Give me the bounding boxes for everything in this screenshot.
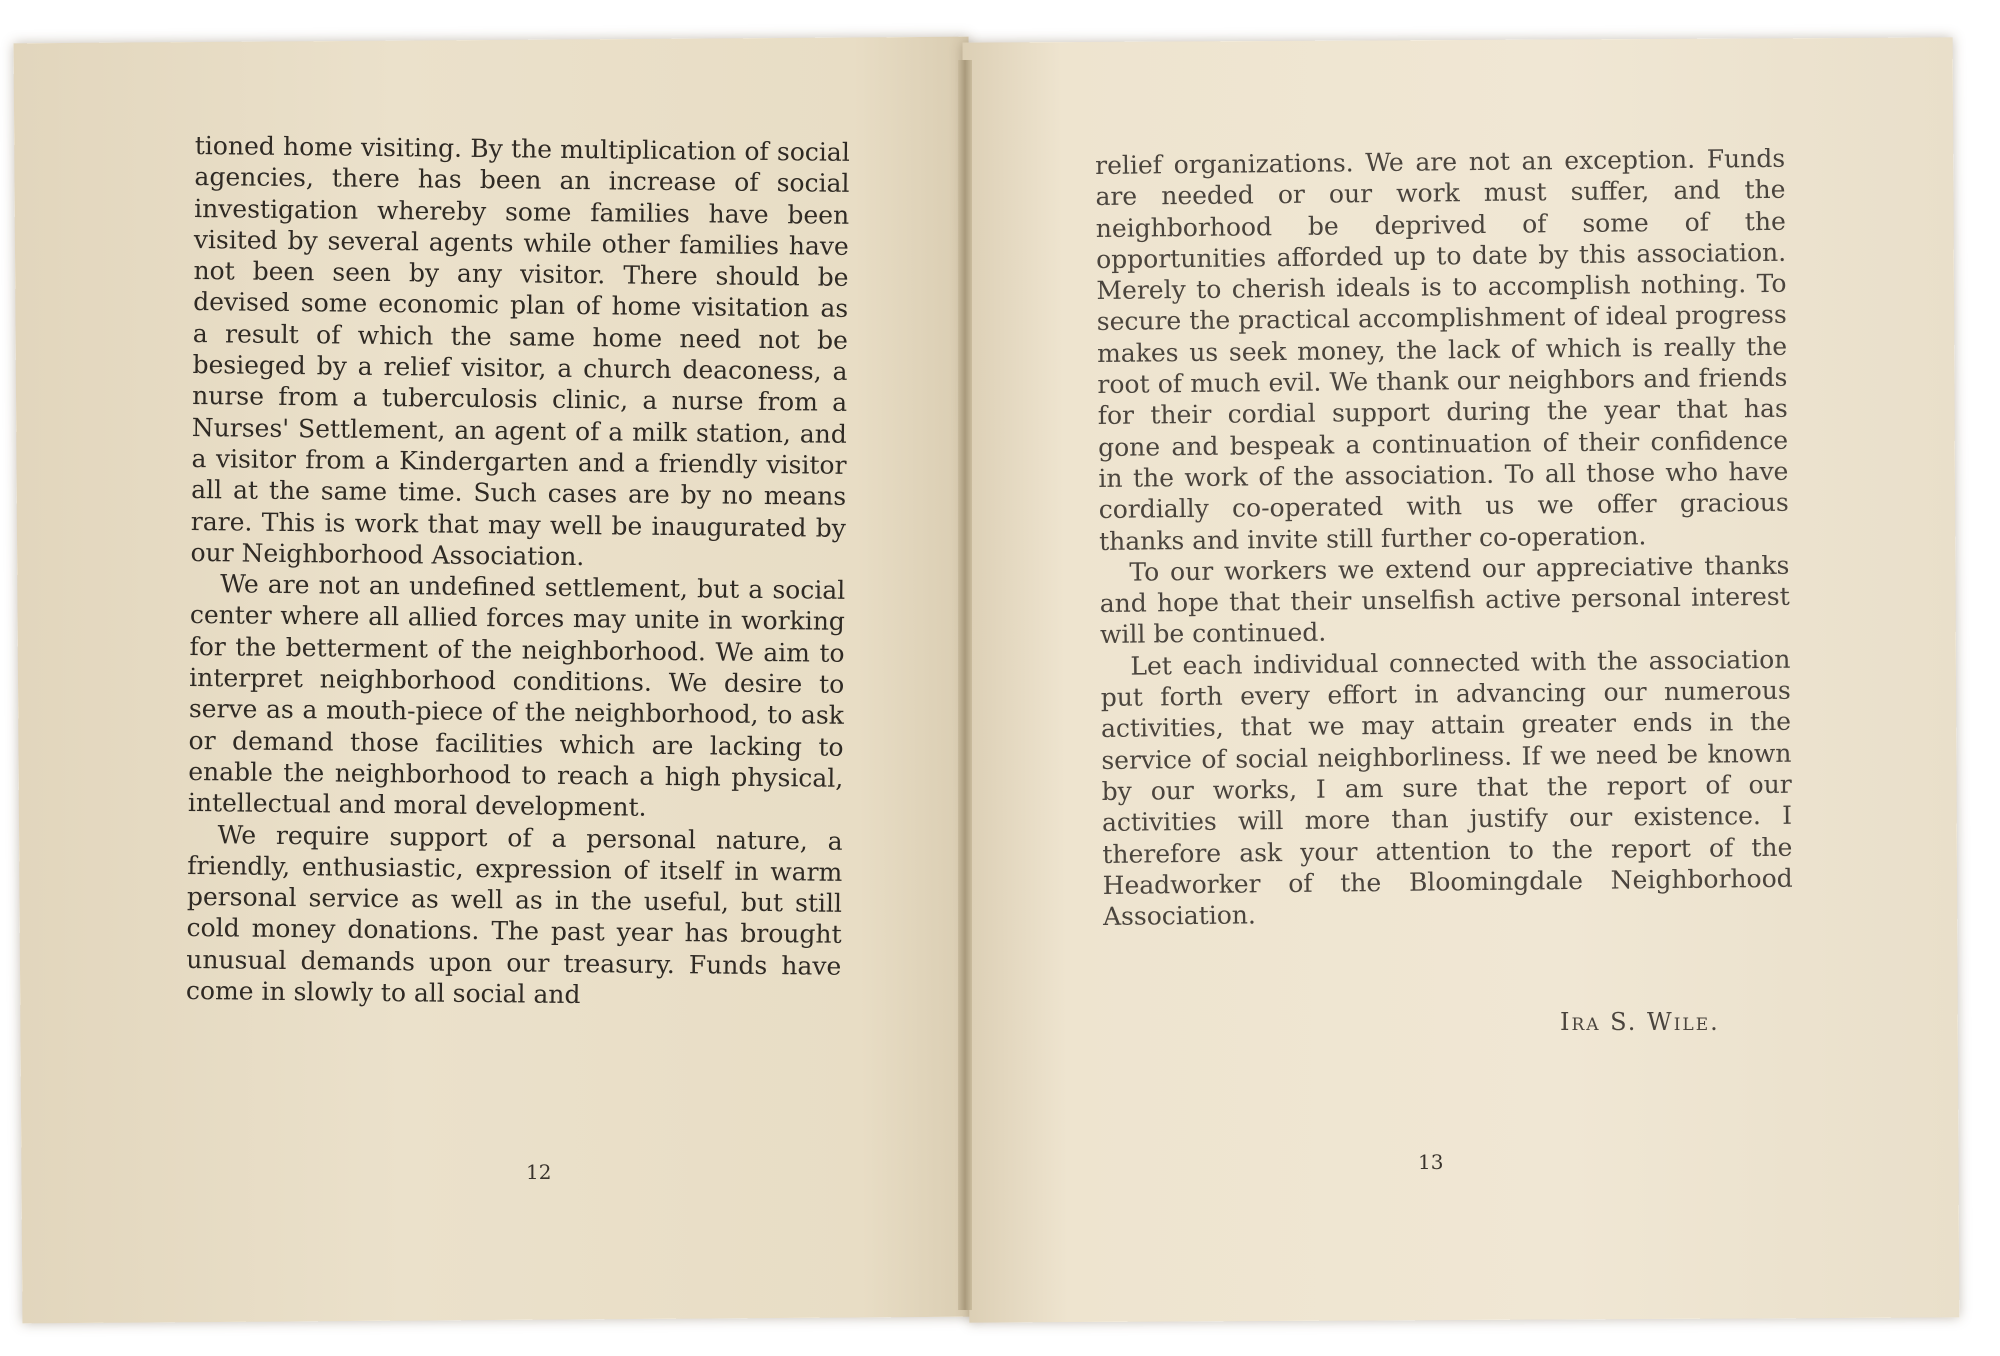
left-page-number: 12 bbox=[526, 1160, 552, 1184]
right-paragraph-3: Let each individual connected with the association put forth every effort in advancing our numerous activities, that we may attain greater ends in the service of social neighborliness. If we need be known by our works, I am sure that the report of our activities will more than justify our existence. I therefore ask your attention to the report of the Headworker of the Bloomingdale Neighborhood Association. bbox=[1100, 644, 1793, 932]
left-paragraph-1: tioned home visiting. By the multiplication of social agencies, there has been an increase of social investigation whereby some families have been visited by several agents while other families have not been seen by any visitor. There should be devised some economic plan of home visitation as a result of which the same home need not be besieged by a relief visitor, a church deaconess, a nurse from a tuberculosis clinic, a nurse from a Nurses' Settlement, an agent of a milk station, and a visitor from a Kindergarten and a friendly visitor all at the same time. Such cases are by no means rare. This is work that may well be inaugurated by our Neighborhood Association. bbox=[190, 130, 850, 571]
left-paragraph-2: We are not an undefined settlement, but a social center where all allied forces may unite in working for the betterment of the neighborhood. We aim to interpret neighborhood conditions. We desire to serve as a mouth-piece of the neighborhood, to ask or demand those facilities which are lacking to enable the neighborhood to reach a high physical, intellectual and moral development. bbox=[187, 569, 846, 822]
right-page-number: 13 bbox=[1418, 1150, 1444, 1174]
right-paragraph-1: relief organizations. We are not an exception. Funds are needed or our work must suffer, and the neighborhood be deprived of some of the opportunities afforded up to date by this association. Merely to cherish ideals is to accomplish nothing. To secure the practical accomplishment of ideal progress makes us seek money, the lack of which is really the root of much evil. We thank our neighbors and friends for their cordial support during the year that has gone and bespeak a continuation of their confidence in the work of the association. To all those who have cordially co-operated with us we offer gracious thanks and invite still further co-operation. bbox=[1095, 143, 1789, 556]
author-signature: Ira S. Wile. bbox=[1560, 1008, 1720, 1036]
book-gutter bbox=[958, 60, 972, 1310]
left-paragraph-3: We require support of a personal nature, a friendly, enthusiastic, expression of itself in warm personal service as well as in the useful, but still cold money donations. The past year has brought unusual demands upon our treasury. Funds have come in slowly to all social and bbox=[185, 819, 843, 1010]
right-page-text bbox=[1095, 143, 1793, 933]
left-page-text bbox=[186, 130, 850, 1013]
right-paragraph-2: To our workers we extend our appreciative thanks and hope that their unselfish active personal interest will be continued. bbox=[1099, 550, 1790, 650]
